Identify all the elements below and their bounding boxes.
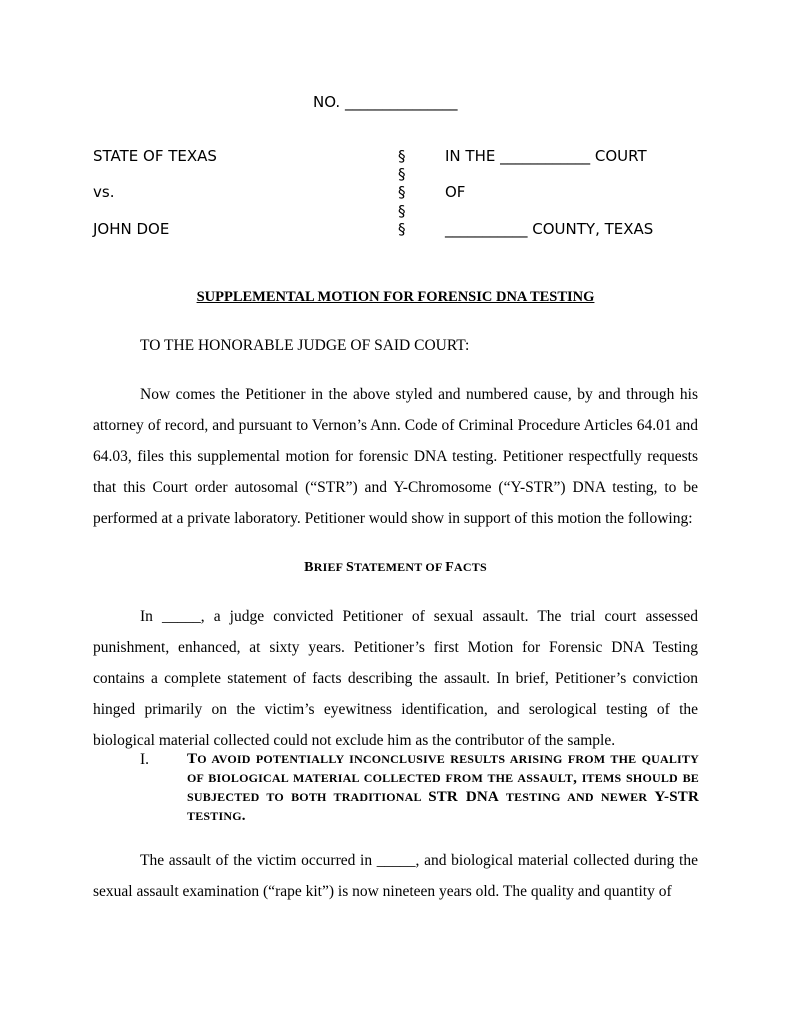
section-heading bbox=[187, 750, 699, 826]
section-heading-part: , bbox=[573, 770, 578, 786]
facts-heading-rest: RIEF bbox=[313, 560, 343, 574]
section-mark: § bbox=[398, 147, 406, 165]
section-mark: § bbox=[398, 202, 406, 220]
facts-heading-initial: B bbox=[304, 560, 314, 575]
intro-paragraph bbox=[93, 379, 698, 534]
section-heading-part: TESTING AND NEWER bbox=[498, 790, 655, 804]
assault-paragraph-text: The assault of the victim occurred in _____, and biological material collected during the sexual assault examination (“rape kit”) is now nineteen years old. The quality and quantity of bbox=[93, 852, 698, 900]
caption-court: IN THE ____________ COURT bbox=[445, 147, 647, 165]
case-number: NO. _______________ bbox=[313, 93, 458, 111]
section-heading-part: T bbox=[187, 751, 198, 767]
section-mark: § bbox=[398, 183, 406, 201]
caption-of: OF bbox=[445, 183, 466, 201]
facts-heading-rest: TATEMENT bbox=[353, 560, 423, 574]
section-heading-part: O AVOID POTENTIALLY INCONCLUSIVE RESULTS ARISING FROM THE QUALITY OF BIOLOGICAL MATERIAL COLLECTED FROM THE ASSAULT bbox=[187, 752, 699, 785]
facts-paragraph-text: In _____, a judge convicted Petitioner of sexual assault. The trial court assessed punishment, enhanced, at sixty years. Petitioner’s first Motion for Forensic DNA Testing contains a complete statement of facts describing the assault. In brief, Petitioner’s conviction hinged primarily on the victim’s eyewitness identification, and serological testing of the biological material collected could not exclude him as the contributor of the sample. bbox=[93, 608, 698, 749]
salutation: TO THE HONORABLE JUDGE OF SAID COURT: bbox=[140, 337, 470, 354]
section-mark: § bbox=[398, 220, 406, 238]
caption-versus: vs. bbox=[93, 183, 115, 201]
section-heading-part: STR DNA bbox=[428, 789, 499, 805]
intro-paragraph-text: Now comes the Petitioner in the above styled and numbered cause, by and through his attorney of record, and pursuant to Vernon’s Ann. Code of Criminal Procedure Articles 64.01 and 64.03, files this supplemental motion for forensic DNA testing. Petitioner respectfully requests that this Court order autosomal (“STR”) and Y-Chromosome (“Y-STR”) DNA testing, to be performed at a private laboratory. Petitioner would show in support of this motion the following: bbox=[93, 386, 698, 527]
section-number: I. bbox=[140, 751, 150, 768]
caption-plaintiff: STATE OF TEXAS bbox=[93, 147, 217, 165]
facts-heading-initial: S bbox=[345, 560, 354, 575]
facts-heading-initial: F bbox=[445, 560, 455, 575]
caption-county: ___________ COUNTY, TEXAS bbox=[445, 220, 654, 238]
facts-heading bbox=[0, 560, 791, 576]
section-heading-part: ITEMS SHOULD BE SUBJECTED TO BOTH TRADITIONAL bbox=[187, 771, 699, 804]
assault-paragraph bbox=[93, 845, 698, 907]
section-heading-part: TESTING bbox=[187, 809, 242, 823]
section-mark: § bbox=[398, 165, 406, 183]
caption-defendant: JOHN DOE bbox=[93, 220, 170, 238]
facts-heading-rest: ACTS bbox=[454, 560, 487, 574]
facts-paragraph bbox=[93, 601, 698, 756]
facts-heading-word: OF bbox=[425, 560, 443, 574]
section-heading-part: . bbox=[241, 808, 246, 824]
document-title: SUPPLEMENTAL MOTION FOR FORENSIC DNA TESTING bbox=[196, 289, 595, 305]
section-heading-part: Y-STR bbox=[654, 789, 700, 805]
